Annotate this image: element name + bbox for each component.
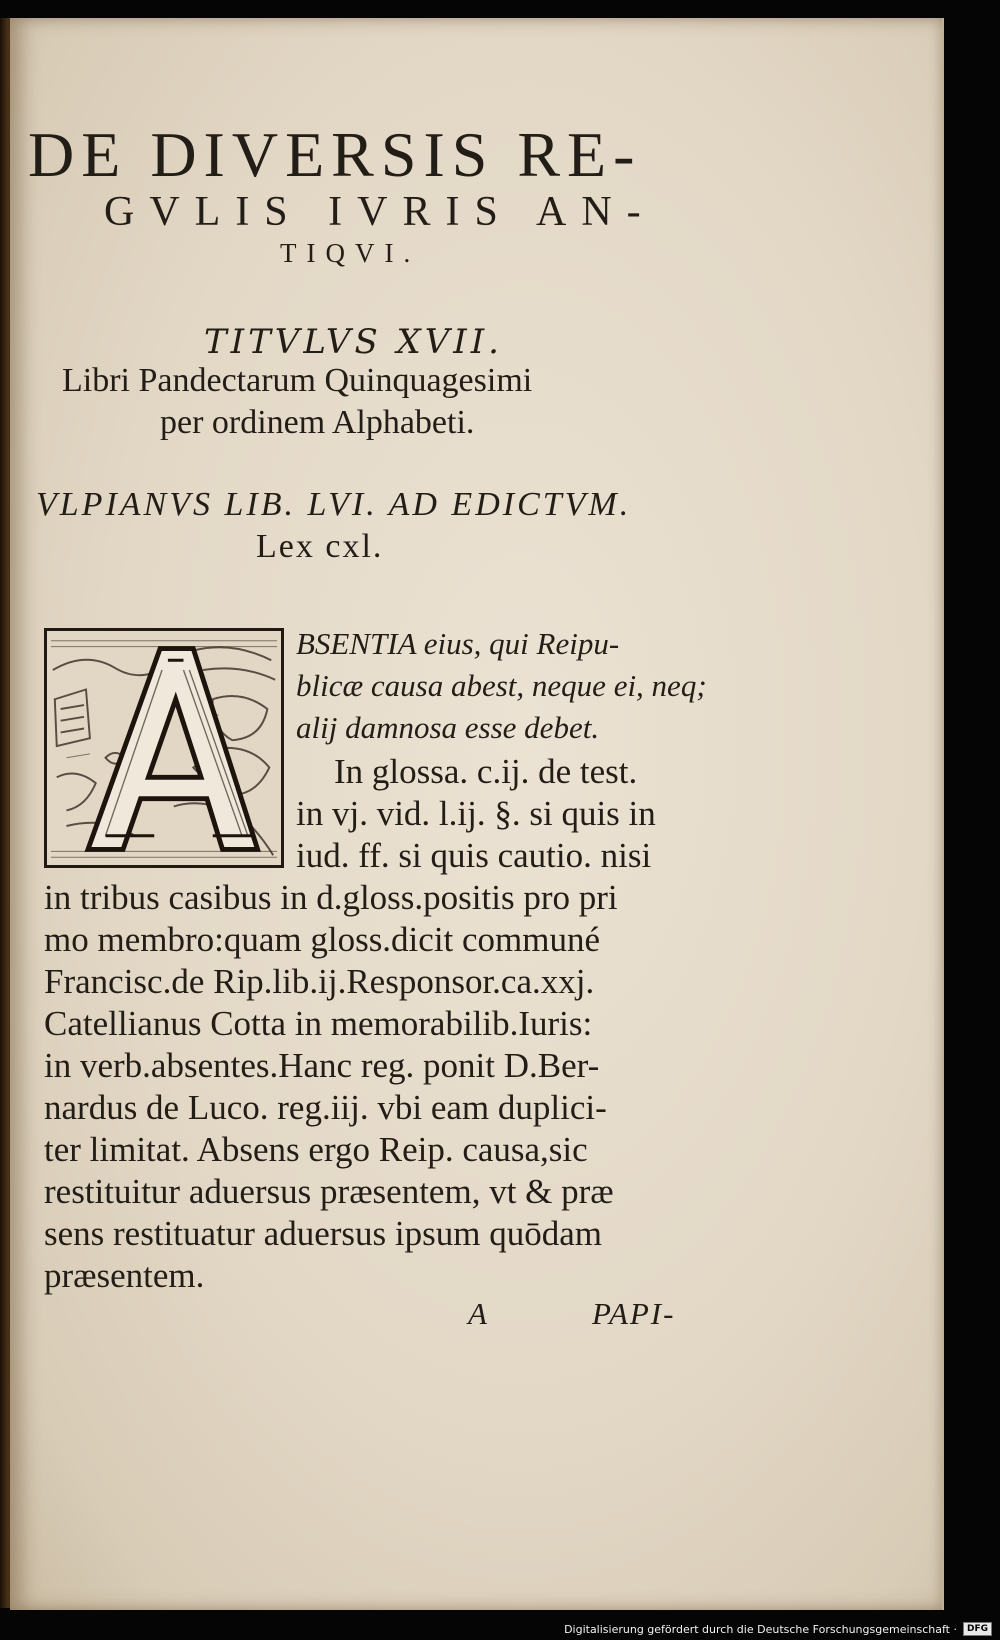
body-line: præsentem. xyxy=(44,1256,205,1295)
body-line: sens restituatur aduersus ipsum quōdam xyxy=(44,1214,602,1253)
subtitle-line-2: per ordinem Alphabeti. xyxy=(160,404,475,441)
lex-number: Lex cxl. xyxy=(256,528,384,565)
heading-line-1: DE DIVERSIS RE- xyxy=(28,119,642,190)
catchword: PAPI- xyxy=(592,1296,676,1331)
body-line: restituitur aduersus præsentem, vt & præ xyxy=(44,1172,614,1211)
heading-line-3: TIQVI. xyxy=(280,238,421,268)
digitization-footer xyxy=(564,1620,992,1638)
body-side-line: In glossa. c.ij. de test. xyxy=(334,752,638,791)
body-line: mo membro:quam gloss.dicit communé xyxy=(44,920,601,959)
signature-mark: A xyxy=(468,1296,487,1331)
body-line: ter limitat. Absens ergo Reip. causa,sic xyxy=(44,1130,588,1169)
dfg-logo-icon: DFG xyxy=(963,1622,992,1636)
lead-line-1: BSENTIA eius, qui Reipu- xyxy=(296,626,620,661)
subtitle-line-1: Libri Pandectarum Quinquagesimi xyxy=(62,362,533,399)
decorated-initial-letter xyxy=(44,628,284,868)
woodcut-illustration-icon xyxy=(47,631,281,865)
lead-line-3: alij damnosa esse debet. xyxy=(296,710,600,745)
body-line: nardus de Luco. reg.iij. vbi eam duplici- xyxy=(44,1088,607,1127)
footer-text: Digitalisierung gefördert durch die Deutsche Forschungsgemeinschaft · xyxy=(564,1622,957,1636)
author-line: VLPIANVS LIB. LVI. AD EDICTVM. xyxy=(36,486,632,523)
body-line: in tribus casibus in d.gloss.positis pro pri xyxy=(44,878,618,917)
body-line: Catellianus Cotta in memorabilib.Iuris: xyxy=(44,1004,593,1043)
titulus-heading: TITVLVS XVII. xyxy=(204,322,503,362)
body-side-line: iud. ff. si quis cautio. nisi xyxy=(296,836,652,875)
heading-line-2: GVLIS IVRIS AN- xyxy=(104,189,656,235)
body-side-line: in vj. vid. l.ij. §. si quis in xyxy=(296,794,656,833)
body-line: in verb.absentes.Hanc reg. ponit D.Ber- xyxy=(44,1046,600,1085)
lead-line-2: blicæ causa abest, neque ei, neq; xyxy=(296,668,707,703)
body-line: Francisc.de Rip.lib.ij.Responsor.ca.xxj. xyxy=(44,962,595,1001)
